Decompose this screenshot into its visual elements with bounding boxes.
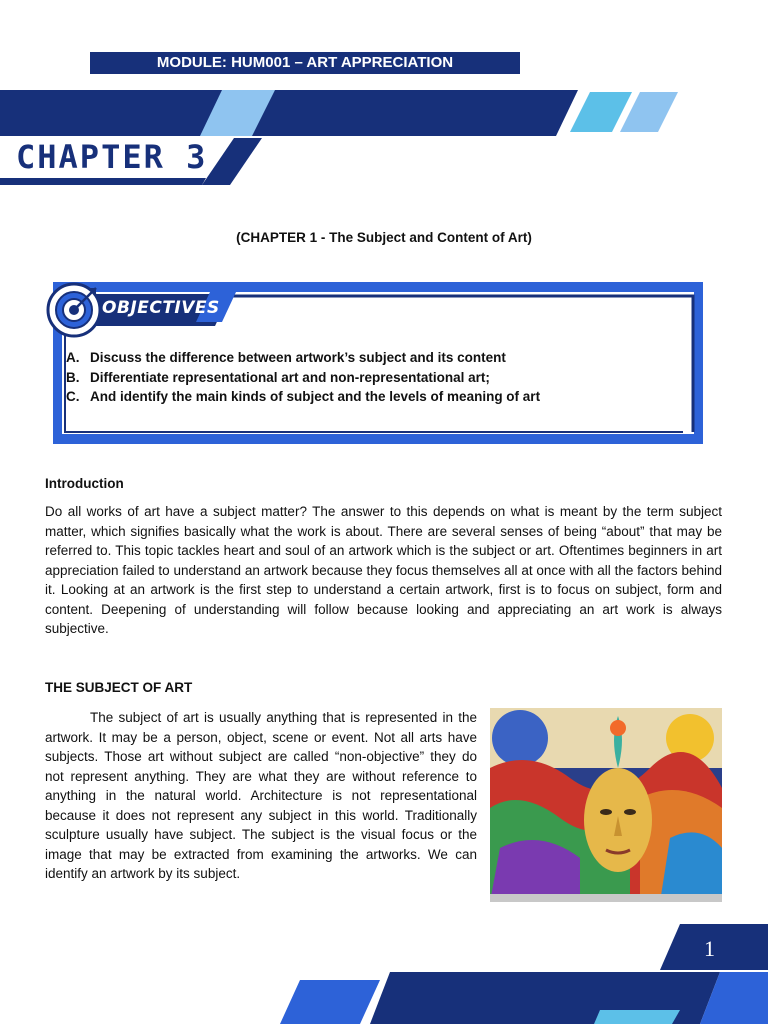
objective-text: Differentiate representational art and non-representational art; bbox=[90, 369, 490, 385]
objective-item bbox=[66, 348, 686, 368]
page-number: 1 bbox=[704, 936, 715, 961]
introduction-heading: Introduction bbox=[45, 476, 124, 491]
objective-letter: A. bbox=[66, 350, 80, 365]
objective-text: And identify the main kinds of subject and the levels of meaning of art bbox=[90, 389, 541, 404]
mural-artwork-image bbox=[490, 708, 722, 902]
module-label: MODULE: bbox=[156, 54, 227, 71]
objective-item bbox=[66, 387, 686, 407]
objective-item bbox=[66, 368, 686, 388]
objective-letter: C. bbox=[66, 389, 80, 404]
module-title: HUM001 – ART APPRECIATION bbox=[231, 54, 454, 71]
introduction-body: Do all works of art have a subject matter? The answer to this depends on what is meant by the term subject matter, which signifies basically what the work is about. There are several senses of being “about” that may be referred to. This topic tackles heart and soul of an artwork which is the subject or art. Oftentimes beginners in art appreciation failed to understand an artwork because they focus themselves all at once with all the factors behind it. Looking at an artwork is the first step to understand a certain artwork, first is to focus on subject, form and content. Deepening of understanding will follow because looking and appreciating an art work is always subjective. bbox=[45, 504, 722, 636]
module-heading bbox=[90, 54, 520, 71]
target-icon bbox=[44, 280, 104, 340]
footer-banner bbox=[0, 922, 768, 1024]
objectives-list bbox=[66, 348, 686, 407]
objective-text: Discuss the difference between artwork’s subject and its content bbox=[90, 350, 506, 365]
subject-body: The subject of art is usually anything that is represented in the artwork. It may be a person, object, scene or event. Not all arts have subjects. Those art without subject are called “non-objective” they do not represent anything. They are what they are without reference to anything in the natural world. Architecture is not representational because it does not represent any subject in this world. Traditionally sculpture usually have subject. The subject is the visual focus or the image that may be extracted from examining the artworks. We can identify an artwork by its subject. bbox=[45, 710, 477, 881]
subject-heading: THE SUBJECT OF ART bbox=[45, 680, 193, 695]
chapter-title: CHAPTER 3 bbox=[16, 138, 208, 176]
objective-letter: B. bbox=[66, 369, 80, 385]
chapter-subtitle: (CHAPTER 1 - The Subject and Content of Art) bbox=[236, 230, 532, 245]
objectives-badge-label: OBJECTIVES bbox=[102, 298, 220, 318]
